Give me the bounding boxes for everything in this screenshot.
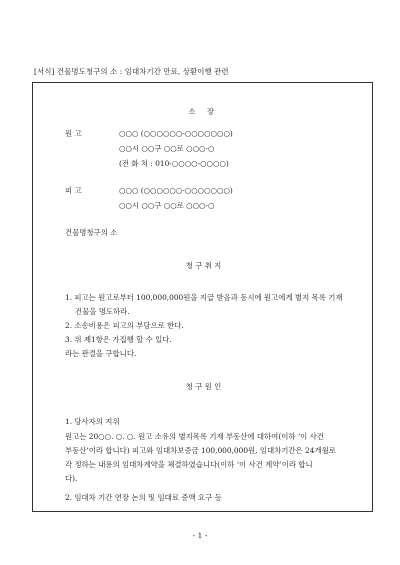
defendant-address: ○○시 ○○구 ○○로 ○○○-○	[119, 201, 215, 210]
plaintiff-label: 원 고	[65, 129, 82, 138]
claim-item-3: 3. 위 제1항은 가집행 할 수 있다.	[65, 335, 172, 344]
plaintiff-phone: (전 화 처 : 010-○○○○-○○○○)	[119, 159, 229, 168]
claim-item-1-cont: 건물을 명도하라.	[75, 307, 130, 316]
section-1-heading: 1. 당사자의 지위	[65, 417, 120, 426]
claim-reason-title: 청 구 원 인	[185, 382, 222, 391]
claim-item-2: 2. 소송비용은 피고의 부담으로 한다.	[65, 321, 184, 330]
plaintiff-address: ○○시 ○○구 ○○로 ○○○-○	[119, 144, 215, 153]
document-box	[32, 82, 373, 512]
defendant-name: ○○○ (○○○○○○-○○○○○○○)	[119, 186, 233, 195]
section-1-line-3: 각 정하는 내용의 임대차계약을 체결하였습니다(이하 ‘이 사건 계약’이라 합니	[65, 460, 313, 469]
case-name: 건물명청구의 소	[65, 228, 118, 237]
document-title: 소 장	[188, 107, 219, 116]
claim-purpose-title: 청 구 취 지	[185, 261, 222, 270]
section-2-heading: 2. 임대차 기간 연장 논의 및 임대료 증액 요구 등	[65, 493, 222, 502]
claim-closing: 라는 판결을 구합니다.	[65, 349, 137, 358]
section-1-line-1: 원고는 20○○. ○. ○. 원고 소유의 별지목록 기재 부동산에 대하여(이하 ‘이 사건	[65, 432, 324, 441]
page-number: - 1 -	[192, 531, 208, 540]
defendant-label: 피 고	[65, 186, 82, 195]
plaintiff-name: ○○○ (○○○○○○-○○○○○○○)	[119, 129, 233, 138]
claim-item-1: 1. 피고는 원고로부터 100,000,000원을 지급 받음과 동시에 원고에게 별지 목록 기재	[65, 293, 343, 302]
form-header: [서식] 건물명도청구의 소 : 임대차기간 만료, 상환이행 관련	[34, 67, 229, 76]
section-1-line-2: 부동산’이라 합니다) 피고와 임대차보증금 100,000,000원, 임대차기간은 24개월로	[65, 446, 336, 455]
section-1-line-4: 다).	[65, 474, 78, 483]
